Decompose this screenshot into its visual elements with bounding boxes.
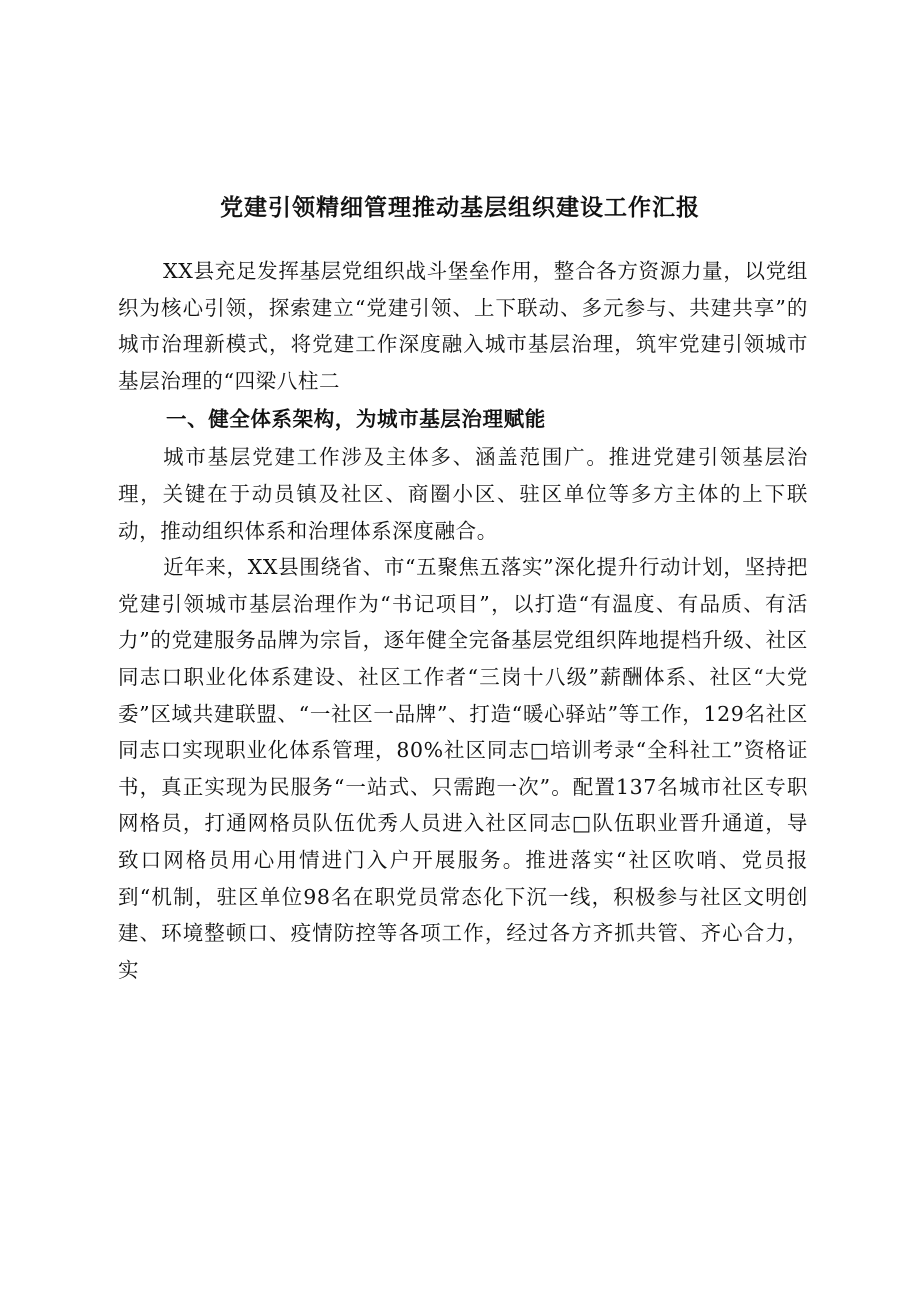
section-paragraph: 近年来，XX县围绕省、市“五聚焦五落实”深化提升行动计划，坚持把党建引领城市基层治理作为“书记项目”，以打造“有温度、有品质、有活力”的党建服务品牌为宗旨，逐年健全完备基层党组织阵地提档升级、社区同志口职业化体系建设、社区工作者“三岗十八级”薪酬体系、社区“大党委”区域共建联盟、“一社区一品牌”、打造“暖心驿站”等工作，129名社区同志口实现职业化体系管理，80%社区同志□培训考录“全科社工”资格证书，真正实现为民服务“一站式、只需跑一次”。配置137名城市社区专职网格员，打通网格员队伍优秀人员进入社区同志□队伍职业晋升通道，导致口网格员用心用情进门入户开展服务。推进落实“社区吹哨、党员报到“机制，驻区单位98名在职党员常态化下沉一线，积极参与社区文明创建、环境整顿口、疫情防控等各项工作，经过各方齐抓共管、齐心合力，实 — [118, 555, 808, 982]
document-title: 党建引领精细管理推动基层组织建设工作汇报 — [220, 195, 700, 221]
section-heading: 一、健全体系架构，为城市基层治理赋能 — [166, 407, 546, 432]
document-body — [118, 253, 808, 988]
section-paragraph: 城市基层党建工作涉及主体多、涵盖范围广。推进党建引领基层治理，关键在于动员镇及社区、商圈小区、驻区单位等多方主体的上下联动，推动组织体系和治理体系深度融合。 — [118, 445, 808, 543]
intro-paragraph: XX县充足发挥基层党组织战斗堡垒作用，整合各方资源力量，以党组织为核心引领，探索建立“党建引领、上下联动、多元参与、共建共享”的城市治理新模式，将党建工作深度融入城市基层治理，筑牢党建引领城市基层治理的“四梁八柱二 — [118, 259, 808, 393]
